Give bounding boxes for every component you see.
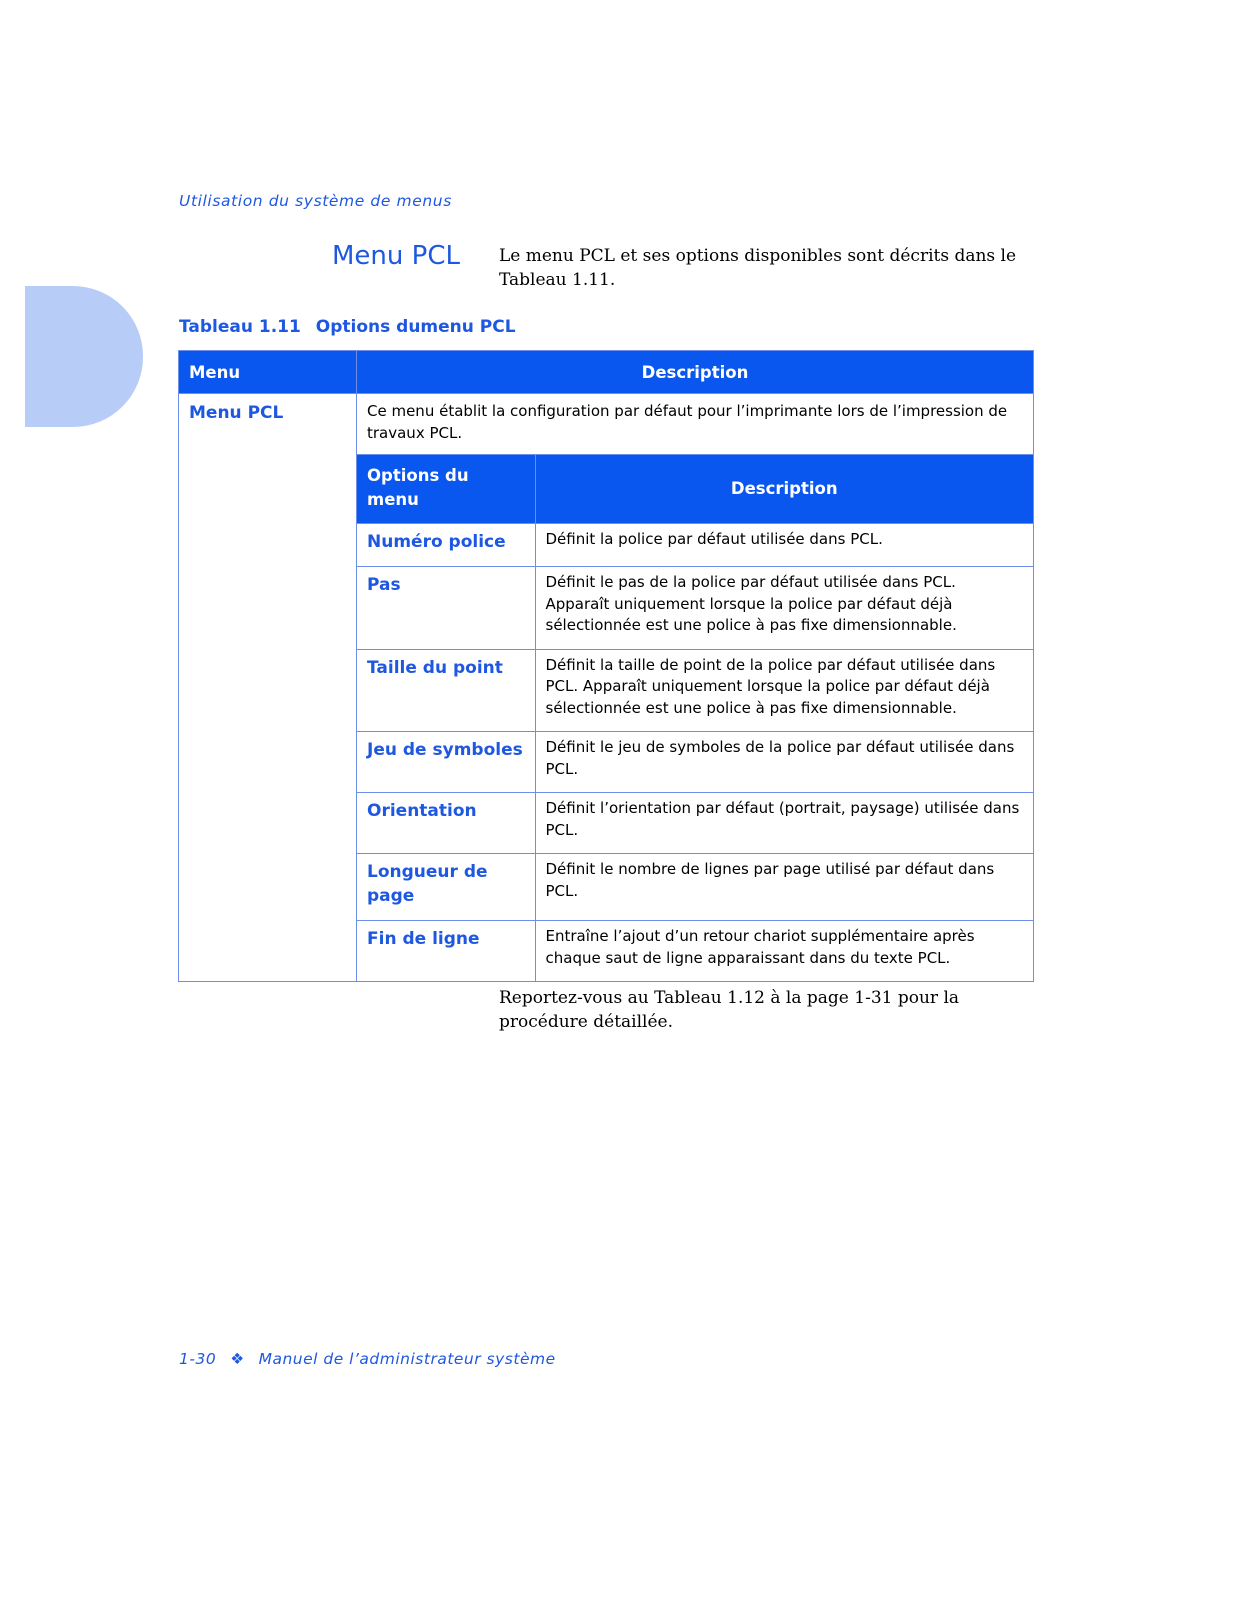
option-description: Définit le jeu de symboles de la police par défaut utilisée dans PCL. xyxy=(535,732,1033,793)
option-name: Numéro police xyxy=(357,524,535,567)
sub-header-row xyxy=(357,455,1033,524)
sub-header-options: Options du menu xyxy=(357,455,535,524)
table-row xyxy=(357,524,1033,567)
table-row xyxy=(357,649,1033,732)
diamond-separator-icon: ❖ xyxy=(230,1350,245,1368)
table-caption-title: Options dumenu PCL xyxy=(315,317,516,337)
outro-paragraph: Reportez-vous au Tableau 1.12 à la page 1-31 pour la procédure détaillée. xyxy=(499,988,960,1032)
page-footer xyxy=(179,1350,556,1368)
options-table xyxy=(178,350,1034,982)
sub-options-table xyxy=(357,454,1033,981)
menu-name: Menu PCL xyxy=(179,394,357,982)
menu-description-cell xyxy=(357,394,1034,982)
option-name: Taille du point xyxy=(357,649,535,732)
running-head: Utilisation du système de menus xyxy=(179,192,452,210)
table-row xyxy=(357,793,1033,854)
chapter-tab-marker xyxy=(25,286,143,427)
table-row xyxy=(357,732,1033,793)
intro-paragraph: Le menu PCL et ses options disponibles sont décrits dans le Tableau 1.11. xyxy=(499,246,1017,290)
option-description: Entraîne l’ajout d’un retour chariot supplémentaire après chaque saut de ligne apparaissant dans du texte PCL. xyxy=(535,921,1033,982)
table-caption xyxy=(179,317,516,337)
table-row xyxy=(179,394,1034,982)
table-caption-number: Tableau 1.11 xyxy=(179,317,301,337)
table-row xyxy=(357,921,1033,982)
option-description: Définit l’orientation par défaut (portrait, paysage) utilisée dans PCL. xyxy=(535,793,1033,854)
menu-description: Ce menu établit la configuration par défaut pour l’imprimante lors de l’impression de travaux PCL. xyxy=(367,402,1008,442)
option-description: Définit le pas de la police par défaut utilisée dans PCL. Apparaît uniquement lorsque la police par défaut déjà sélectionnée est une police à pas fixe dimensionnable. xyxy=(535,567,1033,650)
option-name: Pas xyxy=(357,567,535,650)
header-description: Description xyxy=(357,351,1034,394)
option-description: Définit la taille de point de la police par défaut utilisée dans PCL. Apparaît uniquement lorsque la police par défaut déjà sélectionnée est une police à pas fixe dimensionnable. xyxy=(535,649,1033,732)
footer-title: Manuel de l’administrateur système xyxy=(258,1350,556,1368)
header-menu: Menu xyxy=(179,351,357,394)
option-name: Jeu de symboles xyxy=(357,732,535,793)
table-header-row xyxy=(179,351,1034,394)
section-title: Menu PCL xyxy=(332,241,460,271)
page-number: 1-30 xyxy=(179,1350,217,1368)
table-row xyxy=(357,854,1033,921)
option-name: Longueur de page xyxy=(357,854,535,921)
table-row xyxy=(357,567,1033,650)
option-name: Orientation xyxy=(357,793,535,854)
option-description: Définit le nombre de lignes par page utilisé par défaut dans PCL. xyxy=(535,854,1033,921)
option-name: Fin de ligne xyxy=(357,921,535,982)
option-description: Définit la police par défaut utilisée dans PCL. xyxy=(535,524,1033,567)
sub-header-description: Description xyxy=(535,455,1033,524)
